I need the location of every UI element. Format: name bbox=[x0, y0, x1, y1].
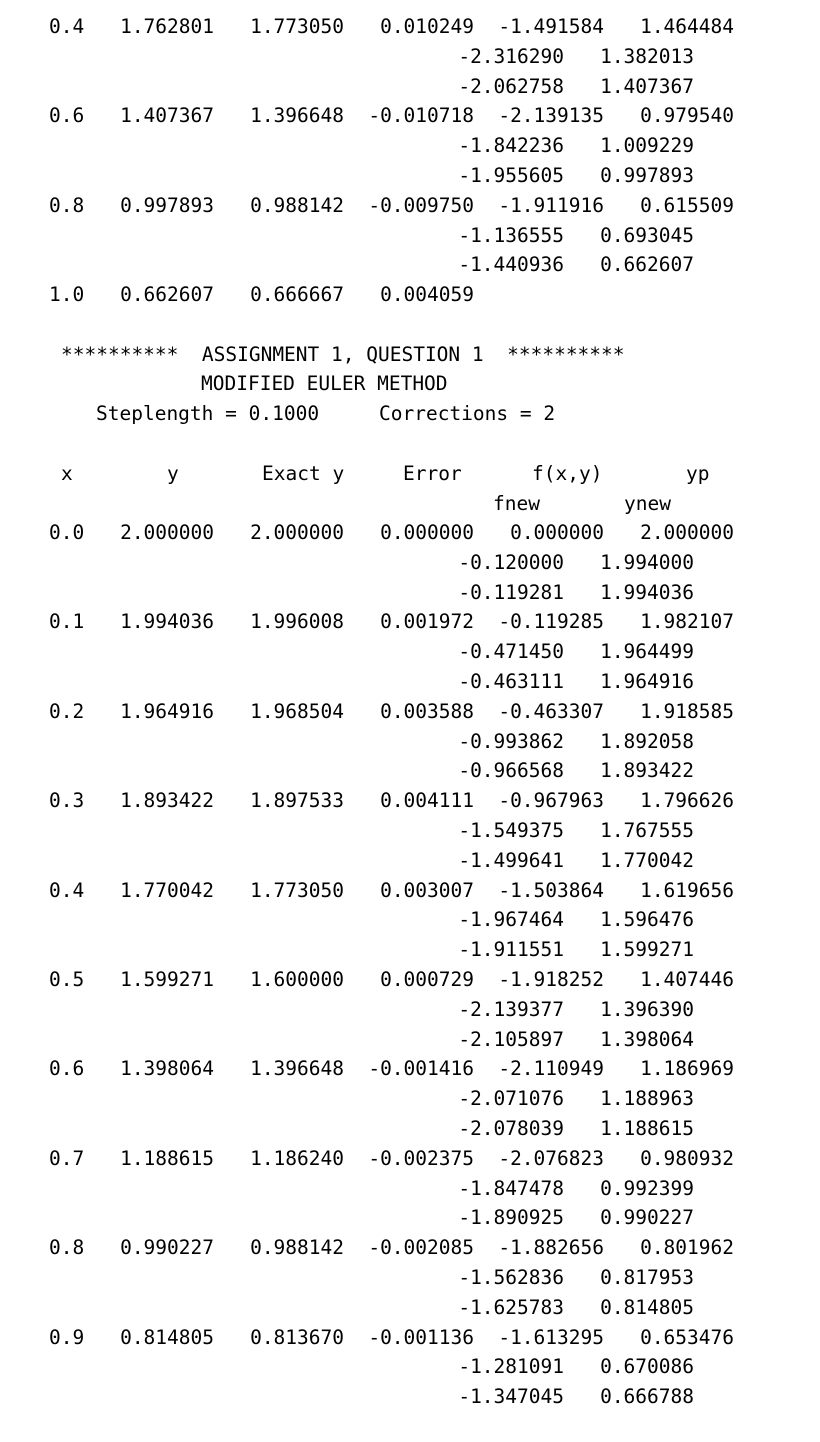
exact-y-value: 0.988142 bbox=[250, 1236, 344, 1260]
y-value: 0.990227 bbox=[120, 1236, 214, 1260]
correction-row bbox=[0, 250, 820, 280]
fnew-value: -2.062758 bbox=[458, 74, 564, 98]
ynew-value: 1.407367 bbox=[600, 74, 694, 98]
table-row bbox=[0, 280, 820, 310]
correction-row bbox=[0, 727, 820, 757]
exact-y-value: 2.000000 bbox=[250, 521, 344, 544]
error-value: 0.004111 bbox=[380, 789, 474, 813]
error-value: 0.000000 bbox=[380, 521, 474, 544]
steplength-label: Steplength = 0.1000 bbox=[96, 402, 320, 425]
error-value: 0.003007 bbox=[380, 878, 474, 902]
correction-row bbox=[0, 1084, 820, 1114]
correction-row bbox=[0, 1352, 820, 1382]
fnew-value: -2.316290 bbox=[458, 44, 564, 68]
fxy-value: -1.491584 bbox=[498, 15, 604, 38]
correction-row bbox=[0, 578, 820, 608]
correction-row bbox=[0, 1114, 820, 1144]
exact-y-value: 1.996008 bbox=[250, 610, 344, 634]
ynew-value: 1.599271 bbox=[600, 938, 694, 962]
fxy-value: 0.000000 bbox=[510, 521, 604, 544]
yp-value: 0.615509 bbox=[640, 193, 734, 217]
fxy-value: -0.119285 bbox=[498, 610, 604, 634]
fnew-value: -1.440936 bbox=[458, 253, 564, 277]
fnew-value: -0.993862 bbox=[458, 729, 564, 753]
fnew-value: -2.139377 bbox=[458, 997, 564, 1021]
x-value: 0.0 bbox=[49, 521, 85, 544]
ynew-value: 0.814805 bbox=[600, 1295, 694, 1319]
table-row bbox=[0, 518, 820, 548]
fnew-value: -1.625783 bbox=[458, 1295, 564, 1319]
fnew-value: -1.911551 bbox=[458, 938, 564, 962]
ynew-value: 1.396390 bbox=[600, 997, 694, 1021]
correction-row bbox=[0, 995, 820, 1025]
fxy-value: -1.503864 bbox=[498, 878, 604, 902]
x-value: 0.8 bbox=[49, 193, 85, 217]
yp-value: 1.619656 bbox=[640, 878, 734, 902]
correction-row bbox=[0, 935, 820, 965]
yp-value: 1.186969 bbox=[640, 1057, 734, 1081]
yp-value: 0.980932 bbox=[640, 1146, 734, 1170]
col-header-yp: yp bbox=[686, 462, 710, 485]
error-value: 0.004059 bbox=[380, 283, 474, 307]
ynew-value: 0.662607 bbox=[600, 253, 694, 277]
fnew-value: -1.136555 bbox=[458, 223, 564, 247]
fxy-value: -1.911916 bbox=[498, 193, 604, 217]
fnew-value: -1.847478 bbox=[458, 1176, 564, 1200]
fnew-value: -1.549375 bbox=[458, 819, 564, 842]
y-value: 0.997893 bbox=[120, 193, 214, 217]
y-value: 1.407367 bbox=[120, 104, 214, 128]
ynew-value: 1.770042 bbox=[600, 848, 694, 872]
exact-y-value: 0.988142 bbox=[250, 193, 344, 217]
col-header-exact: Exact y bbox=[262, 462, 345, 485]
error-value: -0.001136 bbox=[368, 1325, 474, 1349]
yp-value: 0.979540 bbox=[640, 104, 734, 128]
correction-row bbox=[0, 72, 820, 102]
x-value: 0.1 bbox=[49, 610, 85, 634]
fnew-value: -1.562836 bbox=[458, 1266, 564, 1289]
x-value: 1.0 bbox=[49, 283, 85, 307]
exact-y-value: 1.773050 bbox=[250, 15, 344, 38]
x-value: 0.7 bbox=[49, 1146, 85, 1170]
fnew-value: -0.966568 bbox=[458, 759, 564, 783]
fnew-value: -1.842236 bbox=[458, 134, 564, 158]
correction-row bbox=[0, 1203, 820, 1233]
correction-row bbox=[0, 1174, 820, 1204]
x-value: 0.6 bbox=[49, 1057, 85, 1081]
col-header-y: y bbox=[167, 462, 179, 485]
correction-row bbox=[0, 161, 820, 191]
exact-y-value: 1.396648 bbox=[250, 104, 344, 128]
ynew-value: 0.992399 bbox=[600, 1176, 694, 1200]
fnew-value: -1.347045 bbox=[458, 1385, 564, 1409]
table-row bbox=[0, 607, 820, 637]
table-row bbox=[0, 697, 820, 727]
fxy-value: -2.139135 bbox=[498, 104, 604, 128]
correction-row bbox=[0, 667, 820, 697]
table-row bbox=[0, 12, 820, 42]
yp-value: 1.796626 bbox=[640, 789, 734, 813]
error-value: -0.010718 bbox=[368, 104, 474, 128]
fxy-value: -1.613295 bbox=[498, 1325, 604, 1349]
yp-value: 0.801962 bbox=[640, 1236, 734, 1260]
exact-y-value: 0.666667 bbox=[250, 283, 344, 307]
fxy-value: -1.882656 bbox=[498, 1236, 604, 1260]
fnew-value: -0.119281 bbox=[458, 580, 564, 604]
col-header-fnew: fnew bbox=[493, 492, 540, 515]
y-value: 2.000000 bbox=[120, 521, 214, 544]
x-value: 0.9 bbox=[49, 1325, 85, 1349]
correction-row bbox=[0, 1293, 820, 1323]
y-value: 1.770042 bbox=[120, 878, 214, 902]
x-value: 0.4 bbox=[49, 15, 85, 38]
table-row bbox=[0, 1144, 820, 1174]
y-value: 0.662607 bbox=[120, 283, 214, 307]
error-value: 0.001972 bbox=[380, 610, 474, 634]
fnew-value: -1.890925 bbox=[458, 1206, 564, 1230]
y-value: 1.762801 bbox=[120, 15, 214, 38]
ynew-value: 0.693045 bbox=[600, 223, 694, 247]
ynew-value: 1.767555 bbox=[600, 819, 694, 842]
table-row bbox=[0, 786, 820, 816]
correction-row bbox=[0, 1025, 820, 1055]
error-value: 0.000729 bbox=[380, 968, 474, 991]
yp-value: 1.464484 bbox=[640, 15, 734, 38]
error-value: 0.010249 bbox=[380, 15, 474, 38]
correction-row bbox=[0, 221, 820, 251]
method-line bbox=[0, 369, 820, 399]
x-value: 0.8 bbox=[49, 1236, 85, 1260]
correction-row bbox=[0, 905, 820, 935]
y-value: 1.188615 bbox=[120, 1146, 214, 1170]
fxy-value: -0.463307 bbox=[498, 699, 604, 723]
table-row bbox=[0, 1054, 820, 1084]
ynew-value: 0.666788 bbox=[600, 1385, 694, 1409]
ynew-value: 0.670086 bbox=[600, 1355, 694, 1379]
ynew-value: 1.893422 bbox=[600, 759, 694, 783]
fnew-value: -0.463111 bbox=[458, 670, 564, 693]
exact-y-value: 1.396648 bbox=[250, 1057, 344, 1081]
fnew-value: -0.471450 bbox=[458, 640, 564, 664]
error-value: -0.002085 bbox=[368, 1236, 474, 1260]
table-row bbox=[0, 101, 820, 131]
yp-value: 1.982107 bbox=[640, 610, 734, 634]
col-header-error: Error bbox=[403, 462, 462, 485]
exact-y-value: 1.600000 bbox=[250, 968, 344, 991]
y-value: 1.964916 bbox=[120, 699, 214, 723]
error-value: -0.009750 bbox=[368, 193, 474, 217]
error-value: -0.001416 bbox=[368, 1057, 474, 1081]
col-header-f: f(x,y) bbox=[532, 462, 603, 485]
x-value: 0.5 bbox=[49, 968, 85, 991]
ynew-value: 1.994036 bbox=[600, 580, 694, 604]
assignment-title-line bbox=[0, 340, 820, 370]
error-value: 0.003588 bbox=[380, 699, 474, 723]
fnew-value: -0.120000 bbox=[458, 550, 564, 574]
method-name: MODIFIED EULER METHOD bbox=[201, 372, 448, 395]
y-value: 1.893422 bbox=[120, 789, 214, 813]
ynew-value: 0.817953 bbox=[600, 1266, 694, 1289]
fnew-value: -2.071076 bbox=[458, 1087, 564, 1111]
fxy-value: -1.918252 bbox=[498, 968, 604, 991]
yp-value: 1.918585 bbox=[640, 699, 734, 723]
correction-row bbox=[0, 1263, 820, 1293]
x-value: 0.6 bbox=[49, 104, 85, 128]
ynew-value: 1.964916 bbox=[600, 670, 694, 693]
table-row bbox=[0, 1233, 820, 1263]
x-value: 0.3 bbox=[49, 789, 85, 813]
fnew-value: -1.499641 bbox=[458, 848, 564, 872]
exact-y-value: 0.813670 bbox=[250, 1325, 344, 1349]
table-row bbox=[0, 965, 820, 995]
x-value: 0.2 bbox=[49, 699, 85, 723]
ynew-value: 1.398064 bbox=[600, 1027, 694, 1051]
ynew-value: 0.990227 bbox=[600, 1206, 694, 1230]
correction-row bbox=[0, 131, 820, 161]
fxy-value: -0.967963 bbox=[498, 789, 604, 813]
ynew-value: 1.382013 bbox=[600, 44, 694, 68]
correction-row bbox=[0, 846, 820, 876]
exact-y-value: 1.897533 bbox=[250, 789, 344, 813]
ynew-value: 1.009229 bbox=[600, 134, 694, 158]
correction-row bbox=[0, 42, 820, 72]
y-value: 0.814805 bbox=[120, 1325, 214, 1349]
error-value: -0.002375 bbox=[368, 1146, 474, 1170]
y-value: 1.398064 bbox=[120, 1057, 214, 1081]
fnew-value: -1.967464 bbox=[458, 908, 564, 932]
ynew-value: 1.892058 bbox=[600, 729, 694, 753]
assignment-title: ********** ASSIGNMENT 1, QUESTION 1 ********** bbox=[61, 343, 625, 366]
correction-row bbox=[0, 637, 820, 667]
yp-value: 1.407446 bbox=[640, 968, 734, 991]
exact-y-value: 1.968504 bbox=[250, 699, 344, 723]
fnew-value: -2.078039 bbox=[458, 1117, 564, 1140]
ynew-value: 1.964499 bbox=[600, 640, 694, 664]
fnew-value: -2.105897 bbox=[458, 1027, 564, 1051]
fxy-value: -2.076823 bbox=[498, 1146, 604, 1170]
ynew-value: 1.994000 bbox=[600, 550, 694, 574]
ynew-value: 1.596476 bbox=[600, 908, 694, 932]
exact-y-value: 1.186240 bbox=[250, 1146, 344, 1170]
correction-row bbox=[0, 1382, 820, 1412]
fnew-value: -1.281091 bbox=[458, 1355, 564, 1379]
ynew-value: 1.188615 bbox=[600, 1117, 694, 1140]
col-header-x: x bbox=[61, 462, 73, 485]
parameters-line bbox=[0, 399, 820, 429]
fnew-value: -1.955605 bbox=[458, 164, 564, 187]
exact-y-value: 1.773050 bbox=[250, 878, 344, 902]
fxy-value: -2.110949 bbox=[498, 1057, 604, 1081]
col-header-ynew: ynew bbox=[624, 492, 671, 515]
correction-row bbox=[0, 816, 820, 846]
correction-row bbox=[0, 756, 820, 786]
ynew-value: 0.997893 bbox=[600, 164, 694, 187]
y-value: 1.994036 bbox=[120, 610, 214, 634]
ynew-value: 1.188963 bbox=[600, 1087, 694, 1111]
column-header-line bbox=[0, 459, 820, 489]
corrections-label: Corrections = 2 bbox=[379, 402, 556, 425]
column-subheader-line bbox=[0, 489, 820, 519]
table-row bbox=[0, 1323, 820, 1353]
x-value: 0.4 bbox=[49, 878, 85, 902]
table-row bbox=[0, 191, 820, 221]
yp-value: 0.653476 bbox=[640, 1325, 734, 1349]
yp-value: 2.000000 bbox=[640, 521, 734, 544]
table-row bbox=[0, 876, 820, 906]
y-value: 1.599271 bbox=[120, 968, 214, 991]
correction-row bbox=[0, 548, 820, 578]
